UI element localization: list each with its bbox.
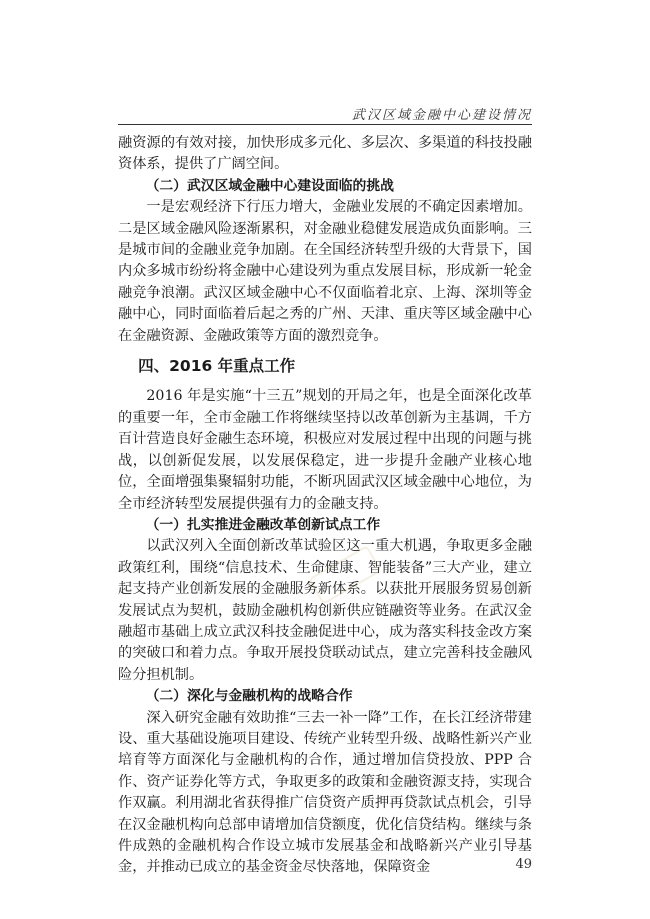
body-text — [118, 133, 532, 879]
paragraph-challenges: 一是宏观经济下行压力增大，金融业发展的不确定因素增加。二是区域金融风险逐渐累积，对金融业稳健发展造成负面影响。三是城市间的金融业竞争加剧。在全国经济转型升级的大背景下，国内众多城市纷纷将金融中心建设列为重点发展目标，形成新一轮金融竞争浪潮。武汉区域金融中心不仅面临着北京、上海、深圳等金融中心，同时面临着后起之秀的广州、天津、重庆等区域金融中心在金融资源、金融政策等方面的激烈竞争。 — [118, 199, 532, 344]
paragraph-continuation: 融资源的有效对接，加快形成多元化、多层次、多渠道的科技投融资体系，提供了广阔空间。 — [118, 135, 532, 173]
page-number: 49 — [515, 857, 532, 872]
subheading-cooperation: （二）深化与金融机构的战略合作 — [145, 688, 353, 705]
subheading-challenges: （二）武汉区域金融中心建设面临的挑战 — [145, 177, 394, 194]
header-rule — [118, 124, 532, 125]
section-heading-2016: 四、2016 年重点工作 — [138, 357, 296, 376]
paragraph-cooperation: 深入研究金融有效助推“三去一补一降”工作，在长江经济带建设、重大基础设施项目建设、传统产业转型升级、战略性新兴产业培育等方面深化与金融机构的合作，通过增加信贷投放、PPP 合作、资产证券化等方式，争取更多的政策和金融资源支持，实现合作双赢。利用湖北省获得推广信贷资产质押再贷款试点机会，引导在汉金融机构向总部申请增加信贷额度，优化信贷结构。继续与条件成熟的金融机构合作设立城市发展基金和战略新兴产业引导基金，并推动已成立的基金资金尽快落地，保障资金 — [118, 709, 532, 876]
running-header: 武汉区域金融中心建设情况 — [351, 108, 532, 123]
subheading-reform: （一）扎实推进金融改革创新试点工作 — [145, 516, 381, 533]
paragraph-2016-intro: 2016 年是实施“十三五”规划的开局之年，也是全面深化改革的重要一年，全市金融工作将继续坚持以改革创新为主基调，千方百计营造良好金融生态环境，积极应对发展过程中出现的问题与挑战，以创新促发展，以发展保稳定，进一步提升金融产业核心地位，全面增强集聚辐射功能，不断巩固武汉区域金融中心地位，为全市经济转型发展提供强有力的金融支持。 — [118, 388, 532, 512]
paragraph-reform: 以武汉列入全面创新改革试验区这一重大机遇，争取更多金融政策红利，围绕“信息技术、生命健康、智能装备”三大产业，建立起支持产业创新发展的金融服务新体系。以获批开展服务贸易创新发展试点为契机，鼓励金融机构创新供应链融资等业务。在武汉金融超市基础上成立武汉科技金融促进中心，成为落实科技金改方案的突破口和着力点。争取开展投贷联动试点，建立完善科技金融风险分担机制。 — [118, 538, 532, 683]
